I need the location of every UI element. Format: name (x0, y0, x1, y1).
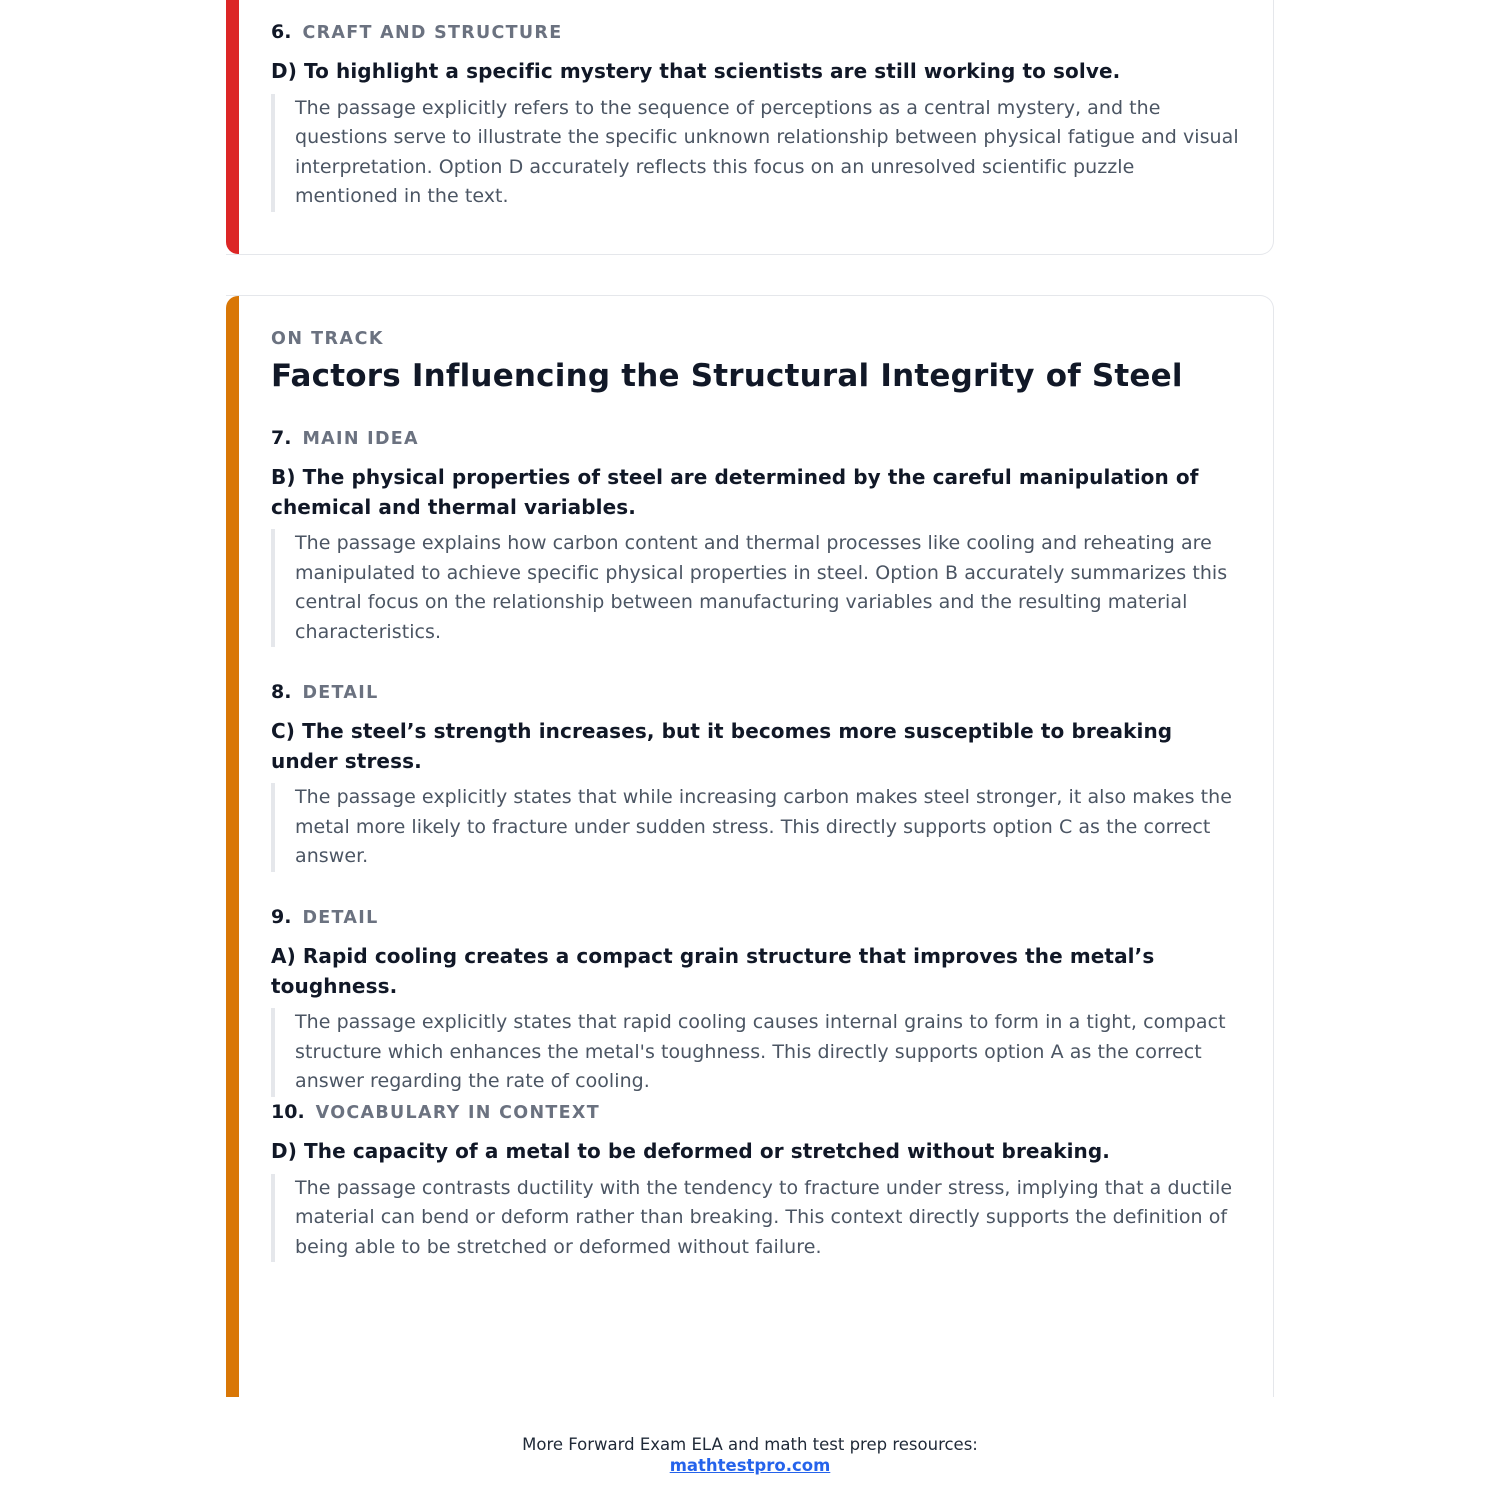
question-explanation: The passage explicitly refers to the sequence of perceptions as a central mystery, and the questions serve to illustrate the specific unknown relationship between physical fatigue and visual interpretation. Option D accurately reflects this focus on an unresolved scientific puzzle mentioned in the text. (271, 94, 1243, 212)
result-card-previous (226, 0, 1274, 255)
question-answer: D) The capacity of a metal to be deformed or stretched without breaking. (271, 1139, 1111, 1163)
question-header (271, 427, 1243, 455)
question-explanation: The passage explains how carbon content and thermal processes like cooling and reheating are manipulated to achieve specific physical properties in steel. Option B accurately summarizes this central focus on the relationship between manufacturing variables and the resulting material characteristics. (271, 529, 1243, 647)
question-item (271, 681, 1243, 872)
question-item (271, 21, 1243, 212)
question-item (271, 427, 1243, 647)
question-header (271, 681, 1243, 709)
question-number: 10. (271, 1101, 305, 1123)
status-label: ON TRACK (271, 329, 384, 349)
result-card-passage (226, 295, 1274, 1397)
question-header (271, 21, 1243, 49)
question-number: 7. (271, 427, 292, 449)
question-answer: A) Rapid cooling creates a compact grain structure that improves the metal’s toughness. (271, 944, 1155, 998)
footer-text: More Forward Exam ELA and math test prep resources: (522, 1435, 978, 1454)
question-answer: C) The steel’s strength increases, but it becomes more susceptible to breaking under stress. (271, 719, 1173, 773)
question-explanation: The passage explicitly states that rapid cooling causes internal grains to form in a tight, compact structure which enhances the metal's toughness. This directly supports option A as the correct answer regarding the rate of cooling. (271, 1008, 1243, 1097)
question-answer: B) The physical properties of steel are determined by the careful manipulation of chemical and thermal variables. (271, 465, 1199, 519)
question-category: CRAFT AND STRUCTURE (302, 23, 563, 43)
footer (0, 1434, 1500, 1476)
question-explanation: The passage contrasts ductility with the tendency to fracture under stress, implying that a ductile material can bend or deform rather than breaking. This context directly supports the definition of being able to be stretched or deformed without failure. (271, 1174, 1243, 1263)
question-category: DETAIL (302, 683, 379, 703)
question-explanation: The passage explicitly states that while increasing carbon makes steel stronger, it also makes the metal more likely to fracture under sudden stress. This directly supports option C as the correct answer. (271, 783, 1243, 872)
question-category: MAIN IDEA (302, 429, 419, 449)
question-number: 8. (271, 681, 292, 703)
question-header (271, 1101, 1243, 1129)
question-header (271, 906, 1243, 934)
footer-link[interactable]: mathtestpro.com (669, 1456, 831, 1475)
question-item (271, 906, 1243, 1097)
question-number: 6. (271, 21, 292, 43)
question-category: VOCABULARY IN CONTEXT (315, 1103, 600, 1123)
passage-title: Factors Influencing the Structural Integrity of Steel (271, 358, 1183, 394)
question-item (271, 1101, 1243, 1262)
question-category: DETAIL (302, 908, 379, 928)
question-number: 9. (271, 906, 292, 928)
question-answer: D) To highlight a specific mystery that scientists are still working to solve. (271, 59, 1121, 83)
